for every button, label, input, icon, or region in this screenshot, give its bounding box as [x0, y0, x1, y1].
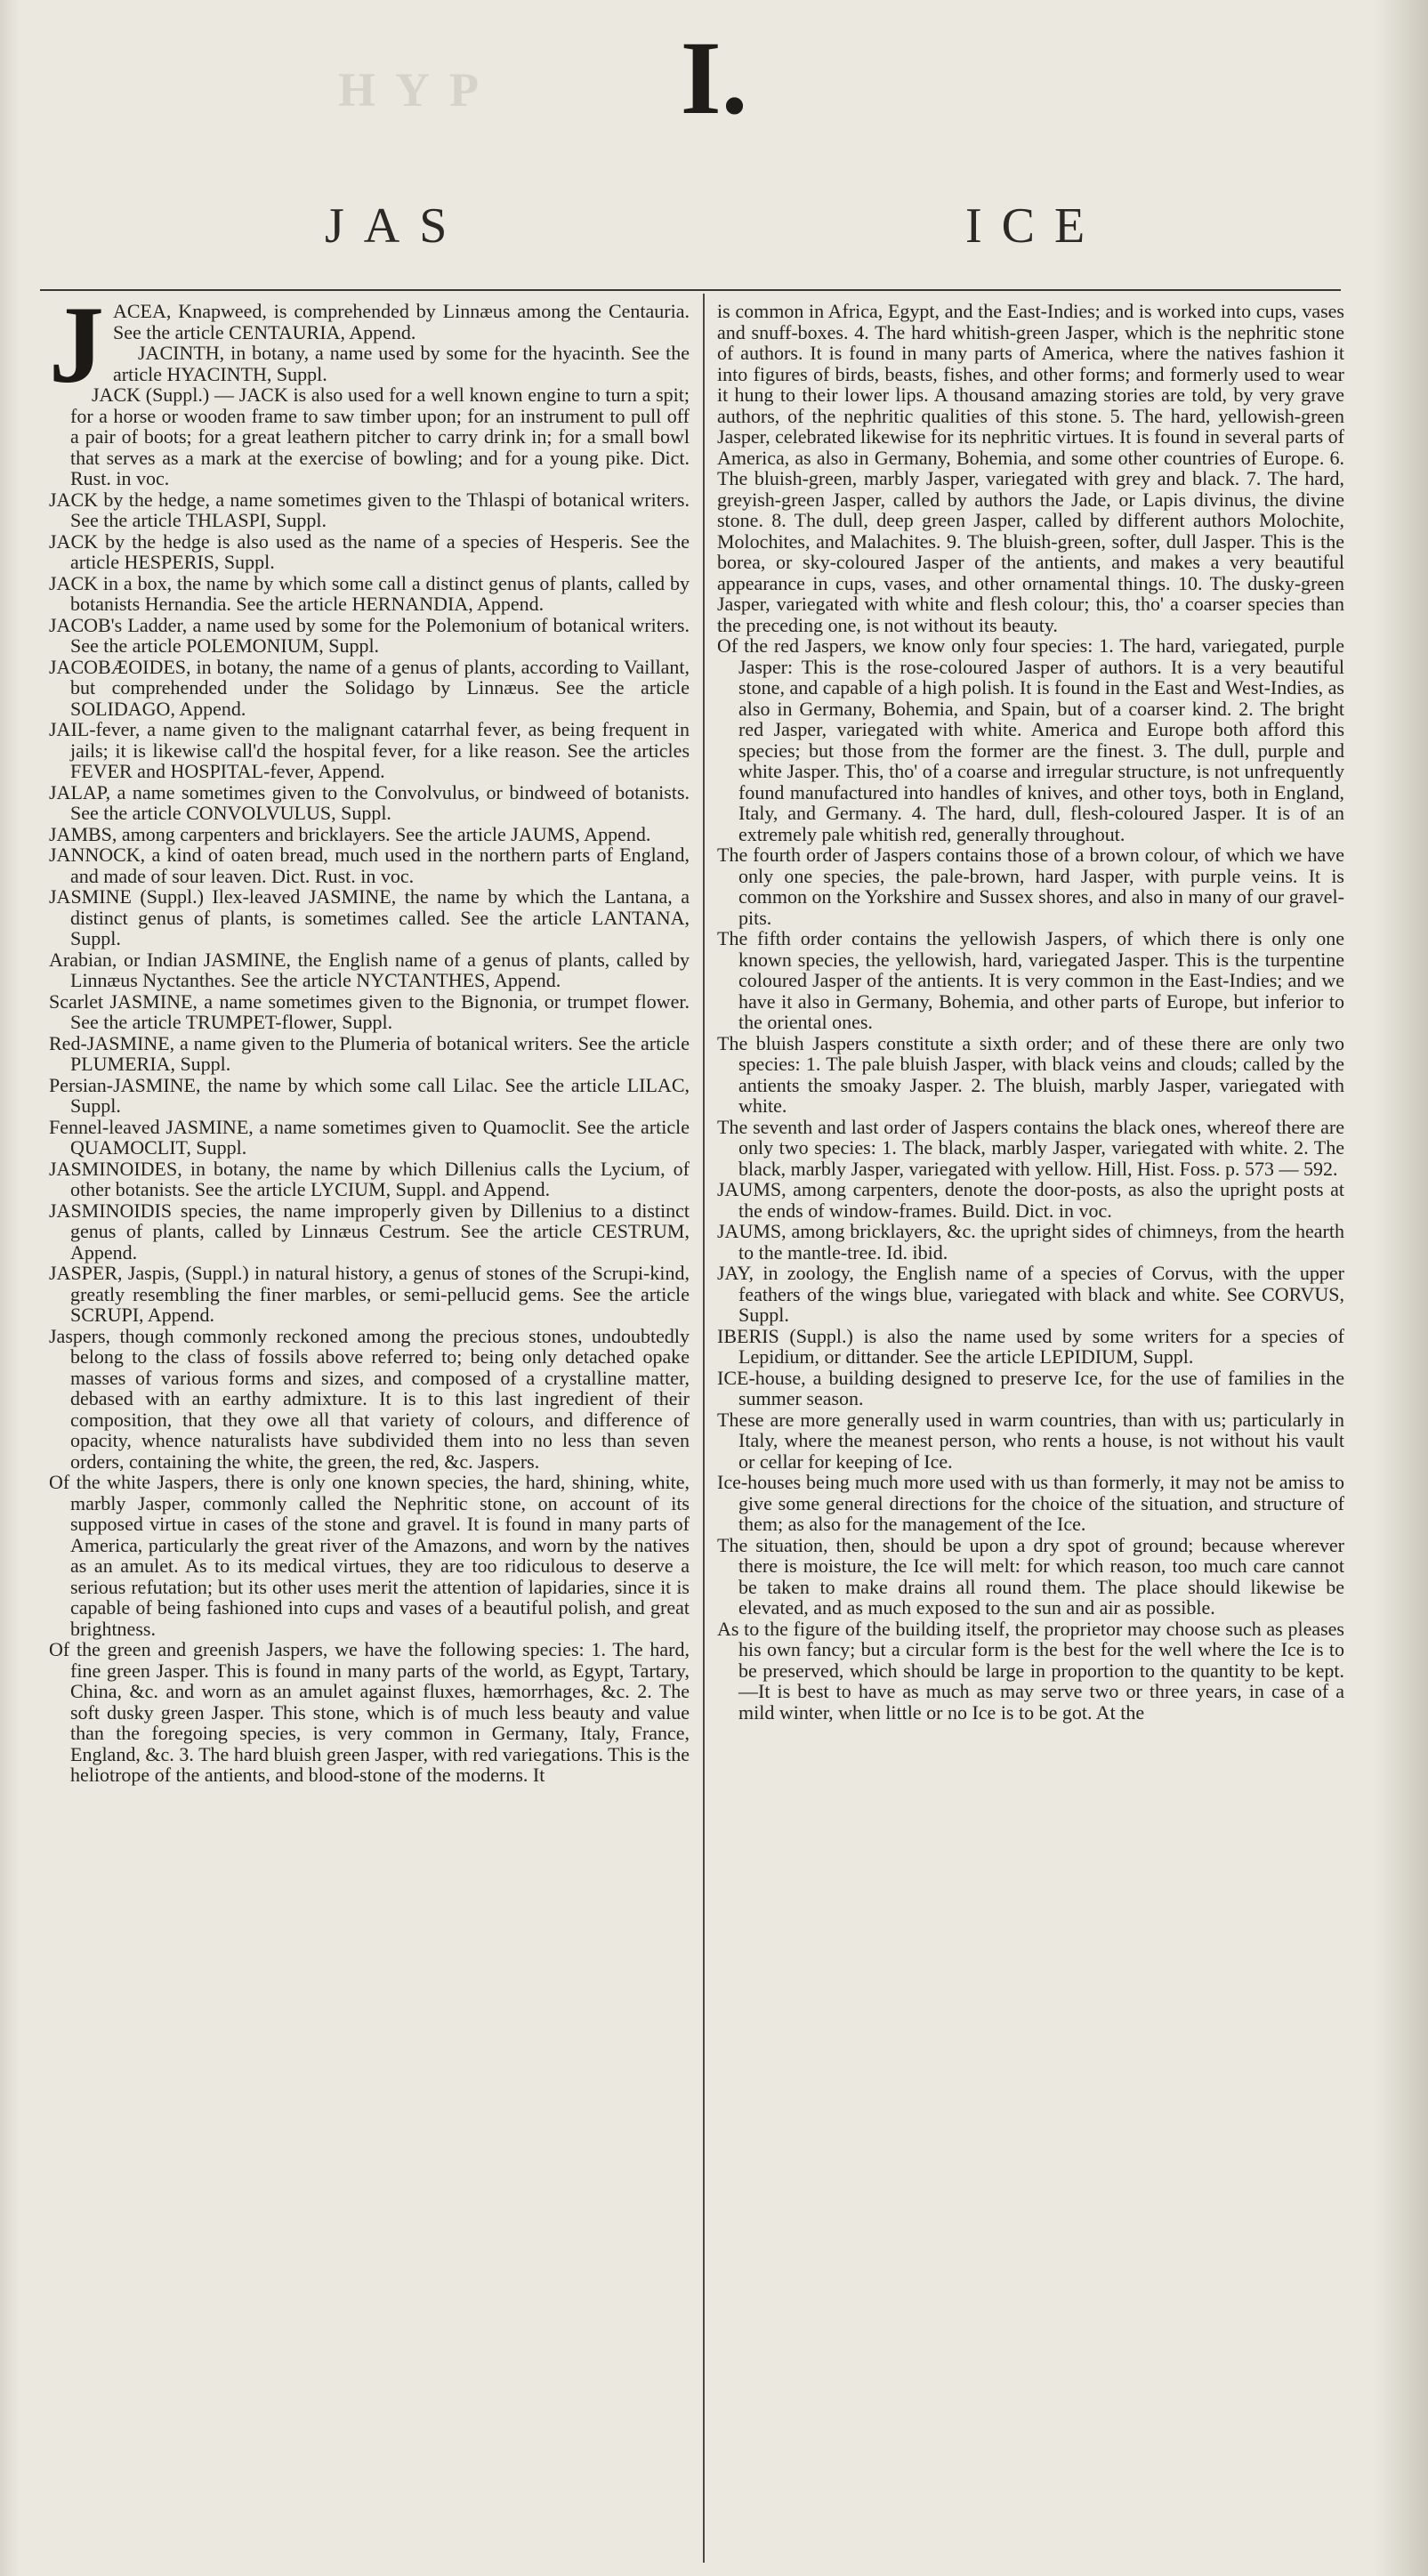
entry-persian-jasmine: Persian-JASMINE, the name by which some call Lilac. See the article LILAC, Suppl.	[49, 1073, 690, 1117]
entry-jacea: JACEA, Knapweed, is comprehended by Linnæus among the Centauria. See the article CENTAURIA, Append.	[49, 301, 690, 406]
entry-jail-fever: JAIL-fever, a name given to the malignant catarrhal fever, as being frequent in jails; it is likewise call'd the hospital fever, for a like reason. See the articles FEVER and HOSPITAL-fever, Append.	[49, 718, 690, 782]
entry-jasminoides: JASMINOIDES, in botany, the name by which Dillenius calls the Lycium, of other botanists. See the article LYCIUM, Suppl. and Append.	[49, 1157, 690, 1200]
entry-jasper: JASPER, Jaspis, (Suppl.) in natural history, a genus of stones of the Scrupi-kind, greatly resembling the finer marbles, or semi-pellucid gems. See the article SCRUPI, Append.	[49, 1262, 690, 1326]
entry-jay: JAY, in zoology, the English name of a species of Corvus, with the upper feathers of the wings blue, variegated with black and white. See CORVUS, Suppl.	[717, 1262, 1344, 1326]
entry-jack-by-the-hedge-2: JACK by the hedge is also used as the name of a species of Hesperis. See the article HESPERIS, Suppl.	[49, 529, 690, 573]
paragraph-ice-houses-directions: Ice-houses being much more used with us than formerly, it may not be amiss to give some general directions for the choice of the situation, and structure of them; as also for the management of the Ice.	[717, 1471, 1344, 1535]
paragraph-white-jaspers: Of the white Jaspers, there is only one known species, the hard, shining, white, marbly Jasper, commonly called the Nephritic stone, on account of its supposed virtue in cases of the stone and gravel. It is found in many parts of America, particularly the great river of the Amazons, and worn by the natives as an amulet. As to its medical virtues, they are too ridiculous to deserve a serious refutation; but its other uses merit the attention of lapidaries, since it is capable of being fashioned into cups and vases of a beautiful polish, and great brightness.	[49, 1471, 690, 1640]
running-head-left: JAS	[325, 198, 467, 254]
section-letter: I.	[680, 20, 748, 136]
entry-jaums-bricklayers: JAUMS, among bricklayers, &c. the upright sides of chimneys, from the hearth to the mantle-tree. Id. ibid.	[717, 1220, 1344, 1264]
entry-jalap: JALAP, a name sometimes given to the Convolvulus, or bindweed of botanists. See the article CONVOLVULUS, Suppl.	[49, 780, 690, 824]
entry-jack-in-a-box: JACK in a box, the name by which some call a distinct genus of plants, called by botanists Hernandia. See the article HERNANDIA, Append.	[49, 571, 690, 615]
left-column	[49, 301, 690, 2570]
entry-jack-by-the-hedge: JACK by the hedge, a name sometimes given to the Thlaspi of botanical writers. See the article THLASPI, Suppl.	[49, 488, 690, 531]
paragraph-fourth-order: The fourth order of Jaspers contains those of a brown colour, of which we have only one species, the pale-brown, hard Jasper, with purple veins. It is common on the Yorkshire and Sussex shores, and also in many of our gravel-pits.	[717, 844, 1344, 929]
entry-arabian-jasmine: Arabian, or Indian JASMINE, the English name of a genus of plants, called by Linnæus Nyctanthes. See the article NYCTANTHES, Append.	[49, 948, 690, 991]
paragraph-fifth-order: The fifth order contains the yellowish Jaspers, of which there is only one known species, the yellowish, hard, variegated Jasper. This is the turpentine coloured Jasper of the antients. It is very common in the East-Indies; and we have it also in Germany, Bohemia, and other parts of Europe, but inferior to the oriental ones.	[717, 927, 1344, 1033]
paragraph-red-jaspers: Of the red Jaspers, we know only four species: 1. The hard, variegated, purple Jasper: This is the rose-coloured Jasper of authors. It is a very beautiful stone, and capable of a high polish. It is found in the East and West-Indies, as also in Germany, Bohemia, and Spain, but of a coarser kind. 2. The bright red Jasper, variegated with white. America and Europe both afford this species; but those from the former are the finest. 3. The dull, purple and white Jasper. This, tho' of a coarse and irregular structure, is not unfrequently found manufactured into handles of knives, and other toys, both in England, Italy, and Germany. 4. The hard, dull, flesh-coloured Jasper. It is of an extremely pale whitish red, generally throughout.	[717, 634, 1344, 845]
paragraph-situation: The situation, then, should be upon a dry spot of ground; because wherever there is moisture, the Ice will melt: for which reason, too much care cannot be taken to make drains all round them. The place should likewise be elevated, and as much exposed to the sun and air as possible.	[717, 1533, 1344, 1619]
paragraph-green-jaspers-continued: is common in Africa, Egypt, and the East-Indies; and is worked into cups, vases and snuff-boxes. 4. The hard whitish-green Jasper, which is the nephritic stone of authors. It is found in many parts of America, where the natives fashion it into figures of birds, beasts, fishes, and other forms; and formerly used to wear it hung to their lower lips. A thousand amazing stories are told, by very grave authors, of the nephritic qualities of this stone. 5. The hard, yellowish-green Jasper, celebrated likewise for its nephritic virtues. It is found in several parts of America, as also in Germany, Bohemia, and some other countries of Europe. 6. The bluish-green, marbly Jasper, variegated with grey and black. 7. The hard, greyish-green Jasper, called by authors the Jade, or Lapis divinus, the divine stone. 8. The dull, deep green Jasper, called by different authors Molochite, Molochites, and Malachites. 9. The bluish-green, softer, dull Jasper. This is the borea, or sky-coloured Jasper of the antients, and makes a very beautiful appearance in cups, vases, and other ornamental things. 10. The dusky-green Jasper, variegated with white and flesh colour; this, tho' a coarser species than the preceding one, is not without its beauty.	[717, 301, 1344, 636]
paragraph-seventh-order: The seventh and last order of Jaspers contains the black ones, whereof there are only two species: 1. The black, marbly Jasper, variegated with white. 2. The black, marbly Jasper, variegated with yellow. Hill, Hist. Foss. p. 573 — 592.	[717, 1115, 1344, 1180]
entry-jack: JACK (Suppl.) — JACK is also used for a well known engine to turn a spit; for a horse or wooden frame to saw timber upon; for an instrument to pull off a pair of boots; for a great leathern pitcher to carry drink in; for a small bowl that serves as a mark at the exercise of bowling; and for a young pike. Dict. Rust. in voc.	[70, 384, 690, 489]
right-column	[717, 301, 1344, 2570]
header-rule	[40, 289, 1341, 291]
entry-jambs: JAMBS, among carpenters and bricklayers. See the article JAUMS, Append.	[49, 822, 651, 845]
entry-jannock: JANNOCK, a kind of oaten bread, much used in the northern parts of England, and made of sour leaven. Dict. Rust. in voc.	[49, 844, 690, 887]
paragraph-ice-houses-countries: These are more generally used in warm countries, than with us; particularly in Italy, where the meanest person, who rents a house, is not without his vault or cellar for keeping of Ice.	[717, 1408, 1344, 1473]
running-head-right: ICE	[965, 198, 1105, 254]
entry-jasmine: JASMINE (Suppl.) Ilex-leaved JASMINE, the name by which the Lantana, a distinct genus of plants, is sometimes called. See the article LANTANA, Suppl.	[49, 885, 690, 949]
paragraph-jaspers: Jaspers, though commonly reckoned among the precious stones, undoubtedly belong to the class of fossils above referred to; being only detached opake masses of various forms and sizes, and composed of a crystalline matter, debased with an earthy admixture. It is to this last ingredient of their composition, that they owe all that variety of colours, and difference of opacity, whence naturalists have subdivided them into no less than seven orders, containing the white, the green, the red, &c. Jaspers.	[49, 1324, 690, 1473]
entry-scarlet-jasmine: Scarlet JASMINE, a name sometimes given to the Bignonia, or trumpet flower. See the article TRUMPET-flower, Suppl.	[49, 989, 690, 1033]
entry-jacobaeoides: JACOBÆOIDES, in botany, the name of a genus of plants, according to Vaillant, but comprehended under the Solidago by Linnæus. See the article SOLIDAGO, Append.	[49, 655, 690, 720]
entry-jaums-carpenters: JAUMS, among carpenters, denote the door-posts, as also the upright posts at the ends of window-frames. Build. Dict. in voc.	[717, 1178, 1344, 1222]
entry-iberis: IBERIS (Suppl.) is also the name used by some writers for a species of Lepidium, or dittander. See the article LEPIDIUM, Suppl.	[717, 1324, 1344, 1368]
paragraph-green-jaspers: Of the green and greenish Jaspers, we have the following species: 1. The hard, fine green Jasper. This is found in many parts of the world, as Egypt, Tartary, China, &c. and worn as an amulet against fluxes, hæmorrhages, &c. 2. The soft dusky green Jasper. This stone, which is of much less beauty and value than the foregoing species, is very common in Germany, Italy, France, England, &c. 3. The hard bluish green Jasper, with red variegations. This is the heliotrope of the antients, and blood-stone of the moderns. It	[49, 1638, 690, 1786]
paragraph-figure-of-building: As to the figure of the building itself, the proprietor may choose such as pleases his own fancy; but a circular form is the best for the well where the Ice is to be preserved, which should be large in proportion to the quantity to be kept.—It is best to have as much as may serve two or three years, in case of a mild winter, when little or no Ice is to be got. At the	[717, 1617, 1344, 1724]
entry-jacobs-ladder: JACOB's Ladder, a name used by some for the Polemonium of botanical writers. See the article POLEMONIUM, Suppl.	[49, 613, 690, 657]
column-divider	[703, 294, 705, 2563]
entry-ice-house: ICE-house, a building designed to preserve Ice, for the use of families in the summer season.	[717, 1366, 1344, 1409]
entry-jasminoidis-species: JASMINOIDIS species, the name improperly given by Dillenius to a distinct genus of plants, called by Linnæus Cestrum. See the article CESTRUM, Append.	[49, 1199, 690, 1264]
entry-red-jasmine: Red-JASMINE, a name given to the Plumeria of botanical writers. See the article PLUMERIA, Suppl.	[49, 1031, 690, 1075]
entry-fennel-leaved-jasmine: Fennel-leaved JASMINE, a name sometimes given to Quamoclit. See the article QUAMOCLIT, Suppl.	[49, 1115, 690, 1159]
paragraph-bluish-jaspers: The bluish Jaspers constitute a sixth order; and of these there are only two species: 1. The pale bluish Jasper, with black veins and clouds; called by the antients the smoaky Jasper. 2. The bluish, marbly Jasper, variegated with white.	[717, 1031, 1344, 1117]
bleed-through-text: HYP	[338, 63, 498, 117]
entry-jacinth: JACINTH, in botany, a name used by some for the hyacinth. See the article HYACINTH, Suppl.	[113, 342, 690, 385]
drop-cap: J	[49, 301, 104, 406]
